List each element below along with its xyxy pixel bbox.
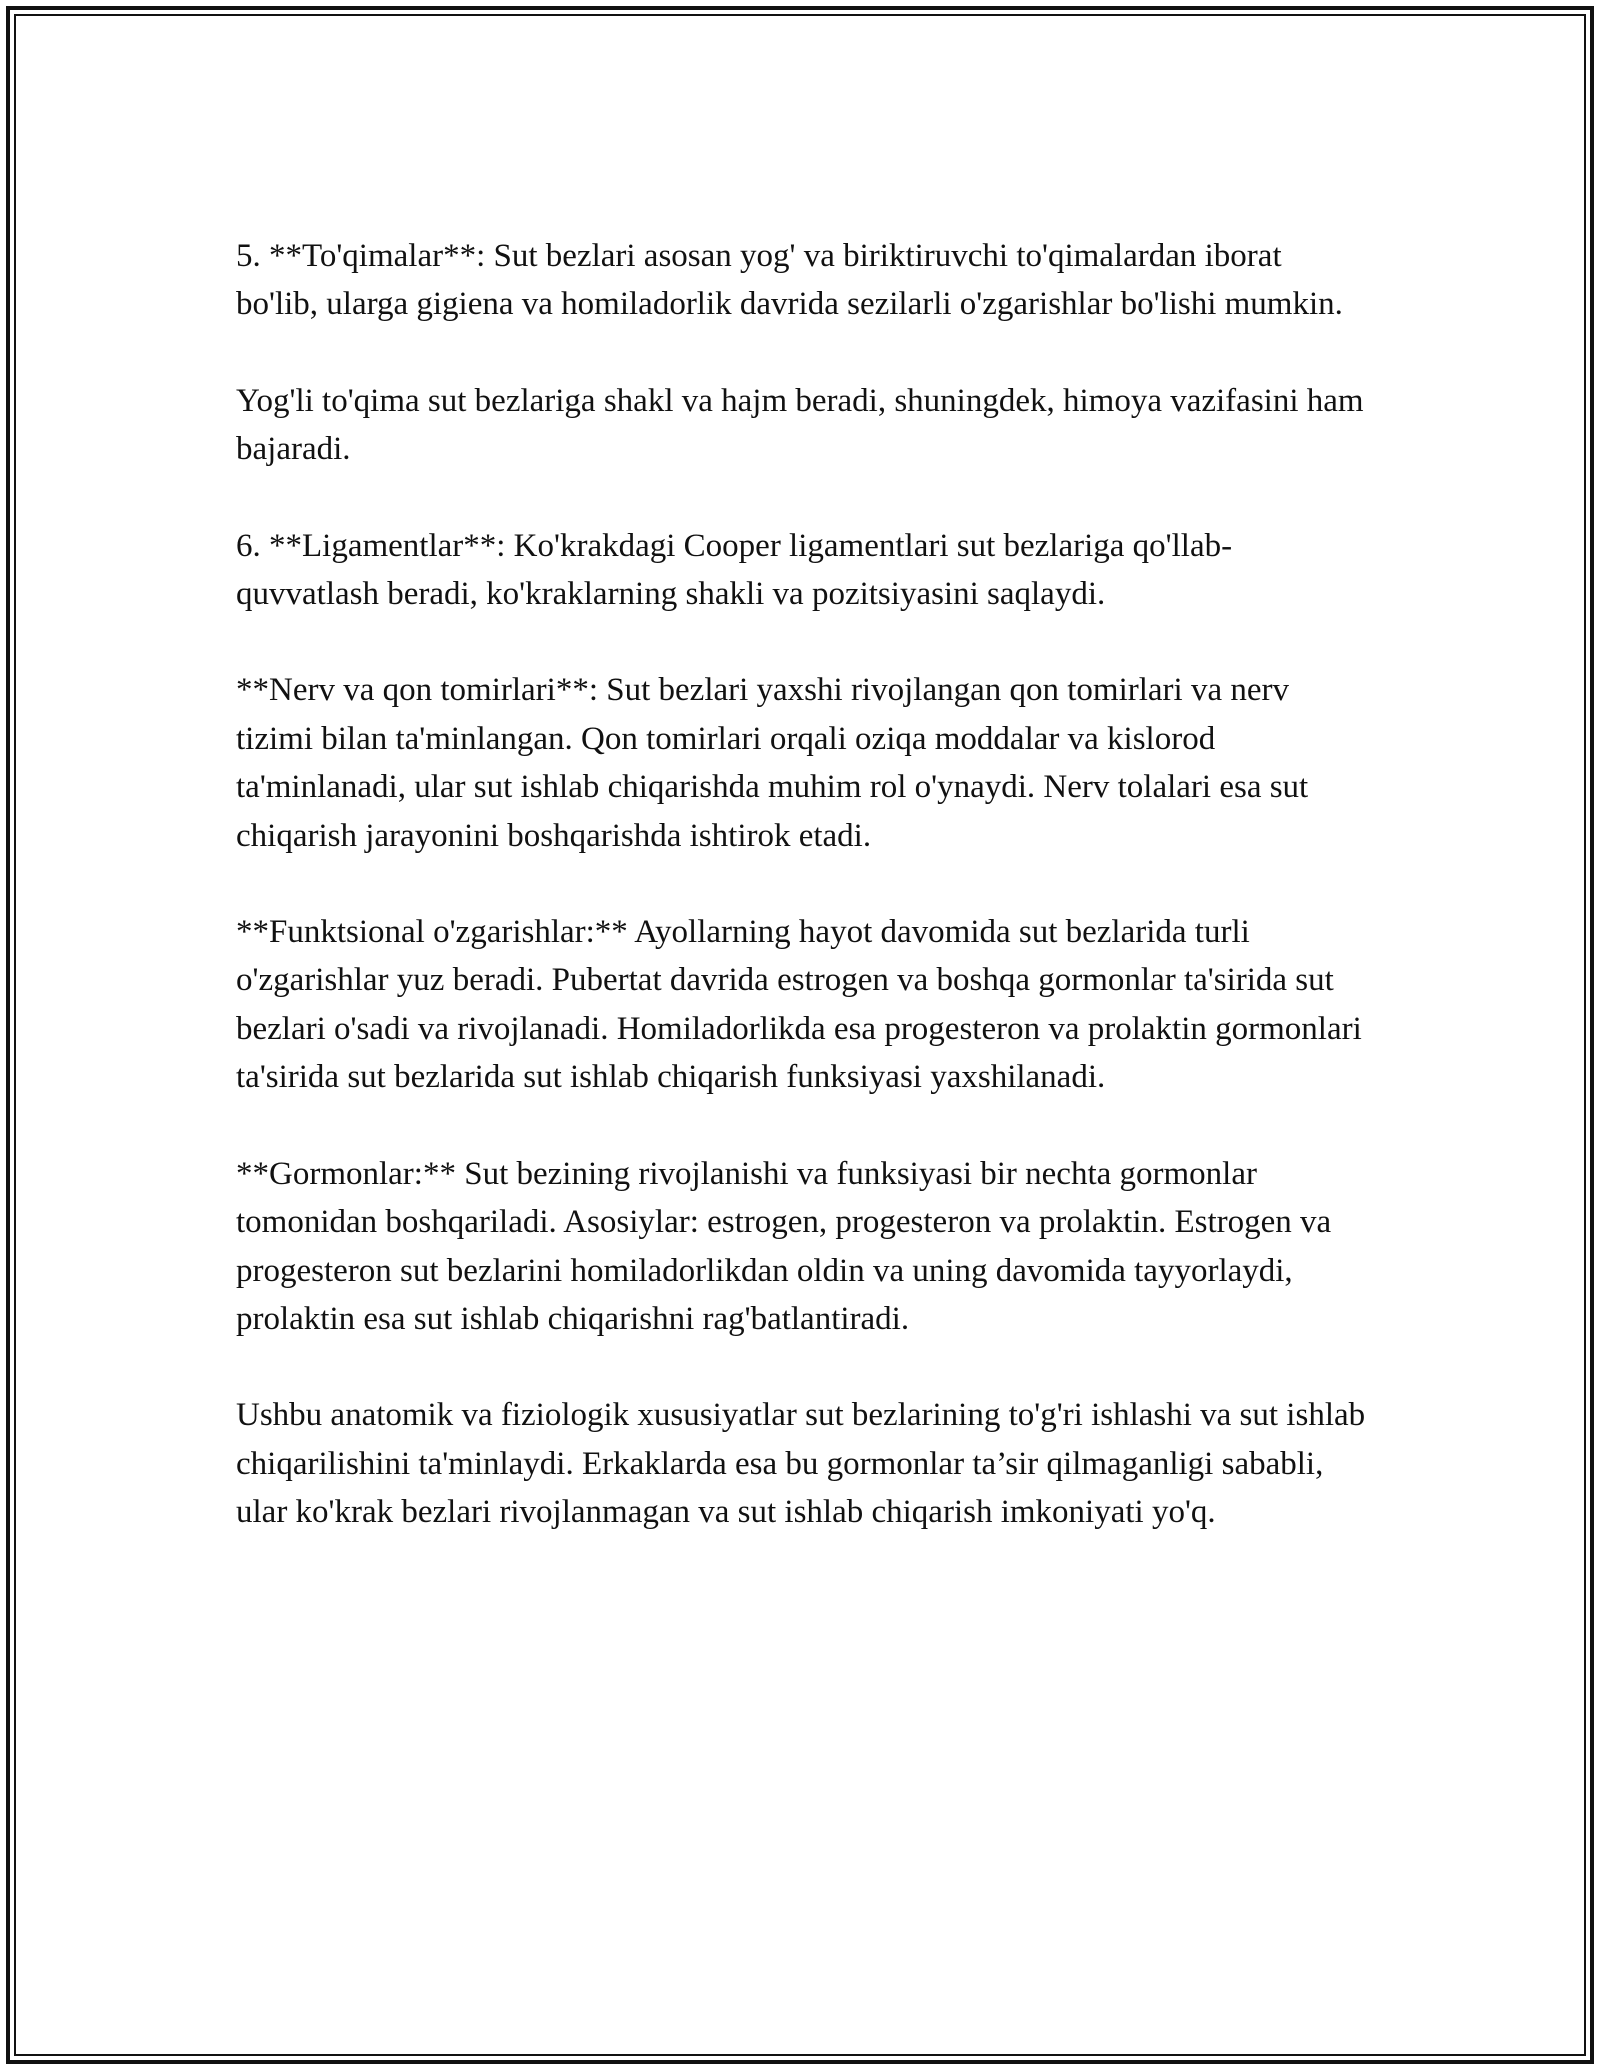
paragraph-tissues: 5. **To'qimalar**: Sut bezlari asosan yog' va biriktiruvchi to'qimalardan iborat bo'lib, ularga gigiena va homiladorlik davrida sezilarli o'zgarishlar bo'lishi mumkin. xyxy=(236,238,1343,323)
document-body xyxy=(236,232,1366,1585)
paragraph-functional-changes: **Funktsional o'zgarishlar:** Ayollarning hayot davomida sut bezlarida turli o'zgarishlar yuz beradi. Pubertat davrida estrogen va boshqa gormonlar ta'sirida sut bezlari o'sadi va rivojlanadi. Homiladorlikda esa progesteron va prolaktin gormonlari ta'sirida sut bezlarida sut ishlab chiqarish funksiyasi yaxshilanadi. xyxy=(236,914,1362,1096)
paragraph-ligaments: 6. **Ligamentlar**: Ko'krakdagi Cooper ligamentlari sut bezlariga qo'llab-quvvatlash beradi, ko'kraklarning shakli va pozitsiyasini saqlaydi. xyxy=(236,527,1233,613)
paragraph-nerves-vessels: **Nerv va qon tomirlari**: Sut bezlari yaxshi rivojlangan qon tomirlari va nerv tizimi bilan ta'minlangan. Qon tomirlari orqali oziqa moddalar va kislorod ta'minlanadi, ular sut ishlab chiqarishda muhim rol o'ynaydi. Nerv tolalari esa sut chiqarish jarayonini boshqarishda ishtirok etadi. xyxy=(236,672,1309,854)
paragraph-hormones: **Gormonlar:** Sut bezining rivojlanishi va funksiyasi bir nechta gormonlar tomonidan boshqariladi. Asosiylar: estrogen, progesteron va prolaktin. Estrogen va progesteron sut bezlarini homiladorlikdan oldin va uning davomida tayyorlaydi, prolaktin esa sut ishlab chiqarishni rag'batlantiradi. xyxy=(236,1155,1332,1337)
paragraph-fatty-tissue: Yog'li to'qima sut bezlariga shakl va hajm beradi, shuningdek, himoya vazifasini ham bajaradi. xyxy=(236,382,1364,468)
paragraph-conclusion: Ushbu anatomik va fiziologik xususiyatlar sut bezlarining to'g'ri ishlashi va sut ishlab chiqarilishini ta'minlaydi. Erkaklarda esa bu gormonlar ta’sir qilmaganligi sababli, ular ko'krak bezlari rivojlanmagan va sut ishlab chiqarish imkoniyati yo'q. xyxy=(236,1397,1366,1531)
